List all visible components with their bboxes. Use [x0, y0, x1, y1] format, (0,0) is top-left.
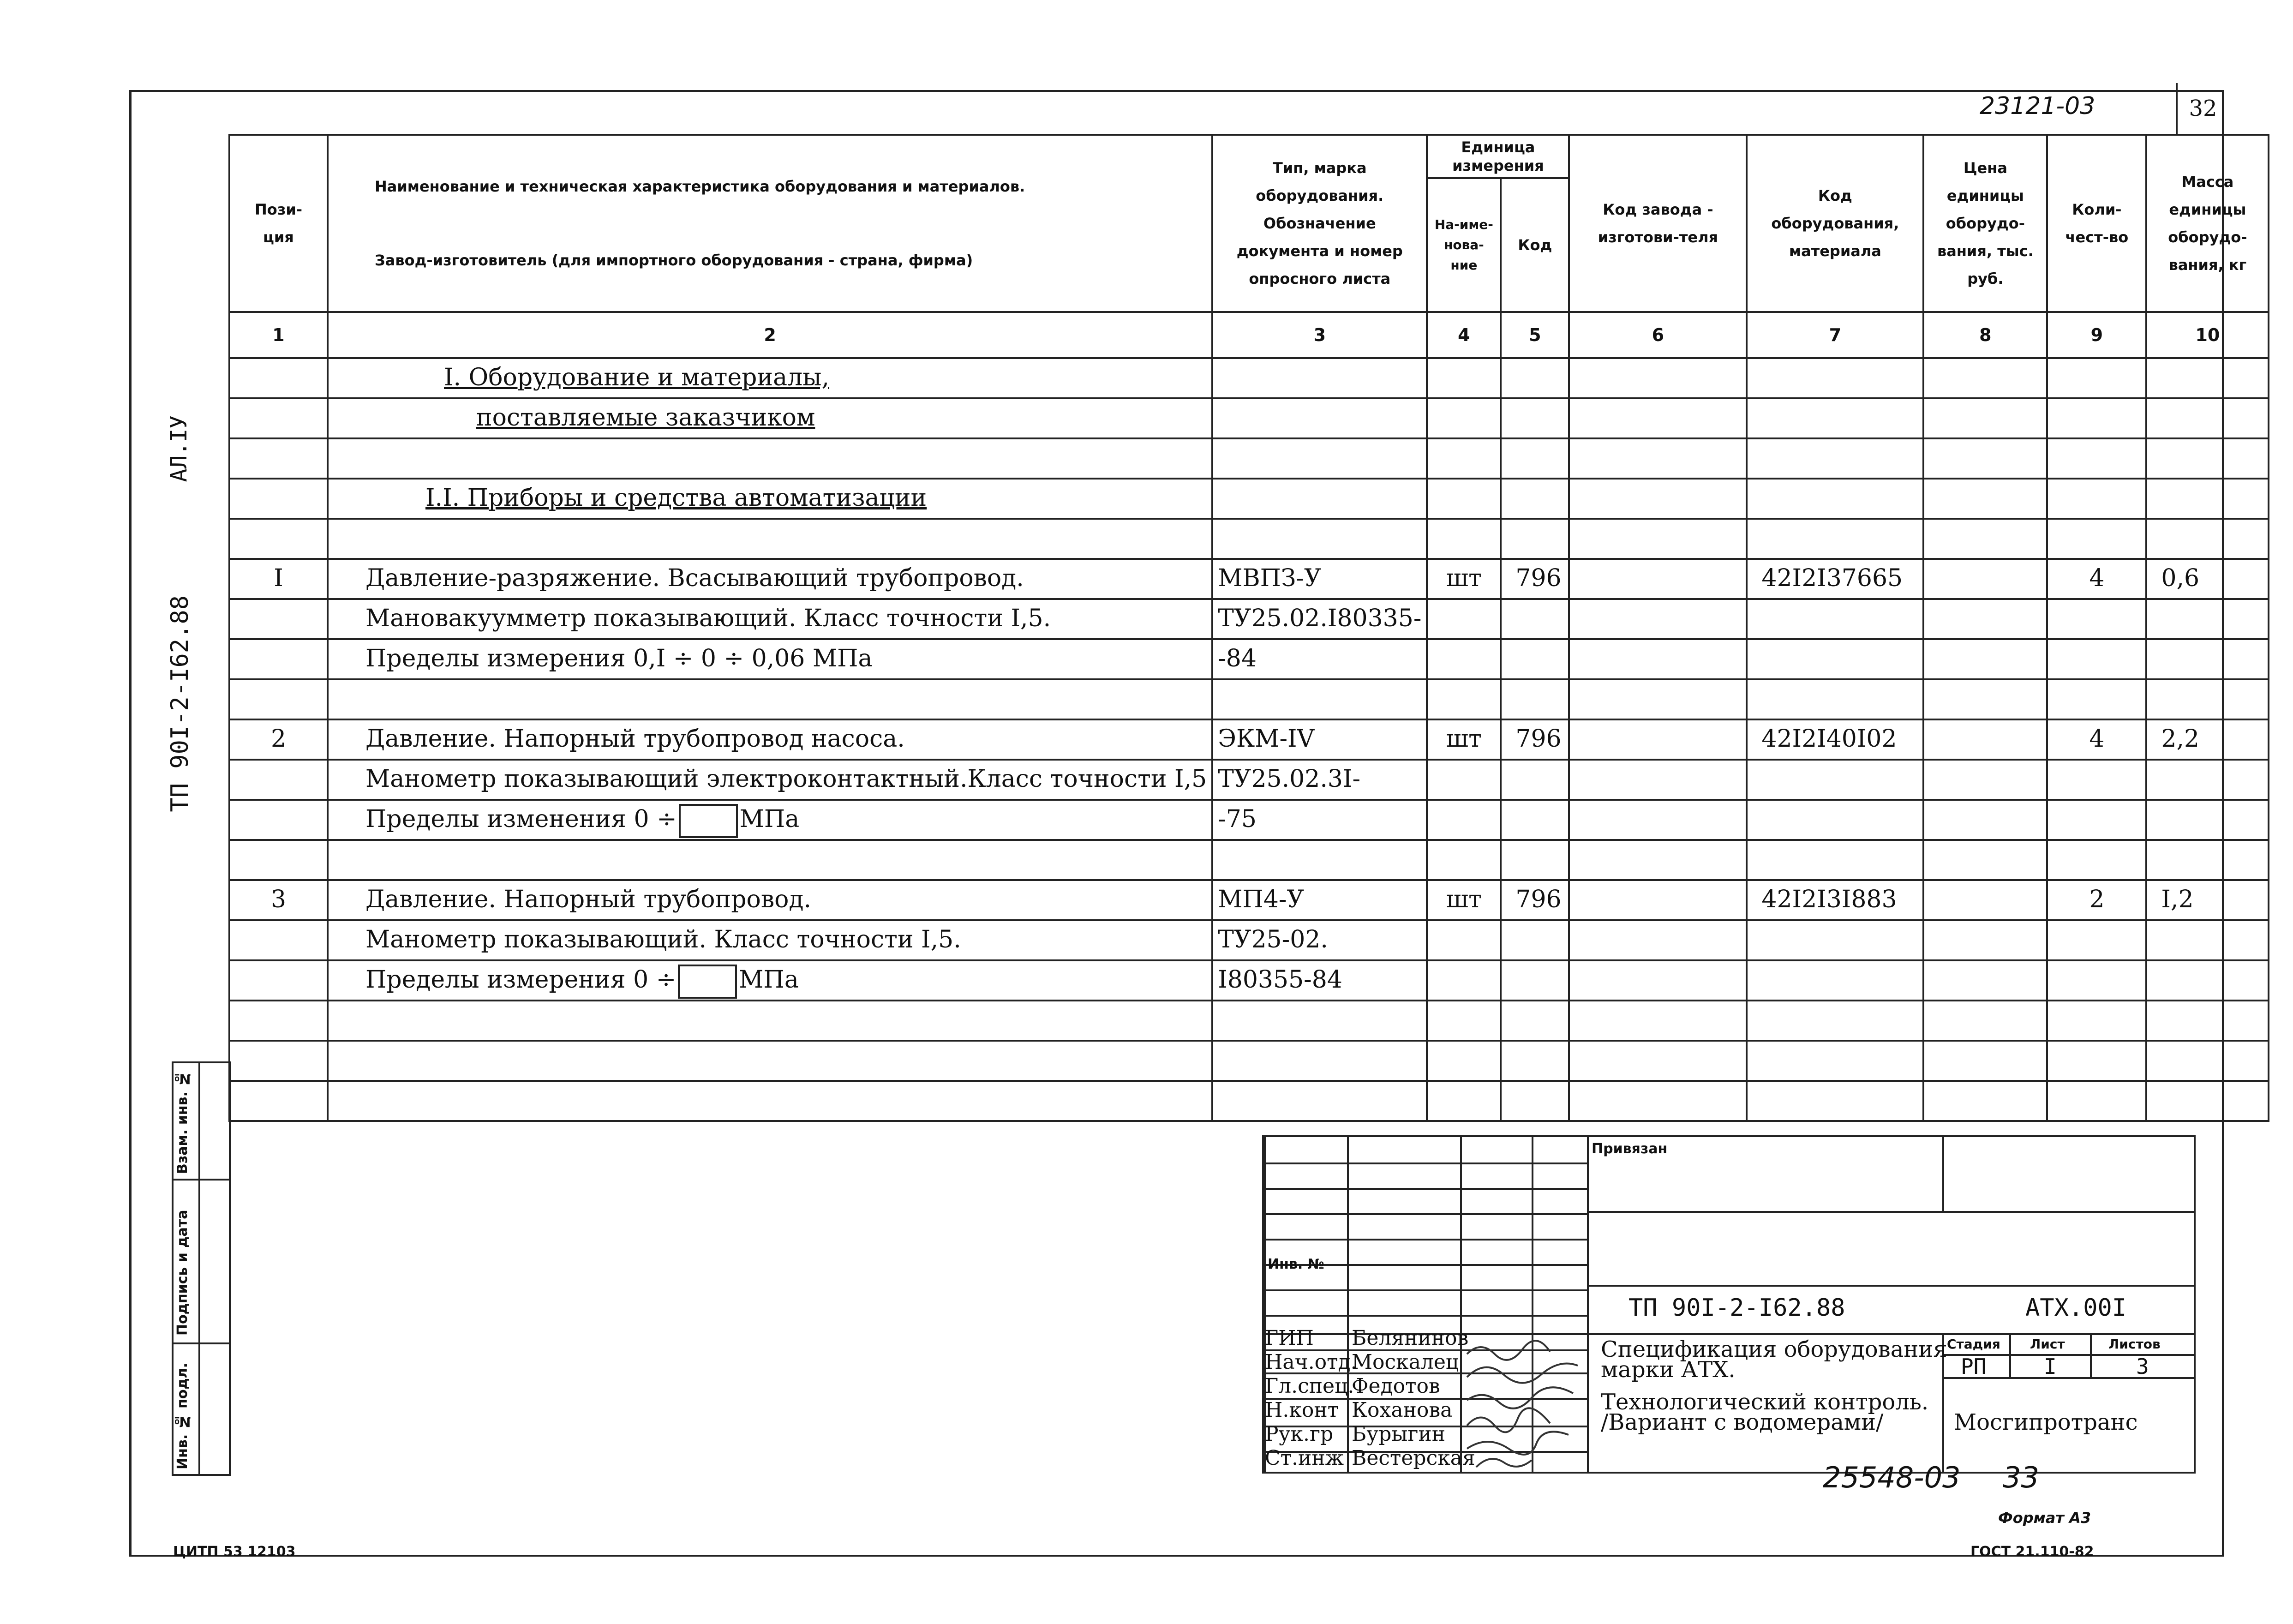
- sheets-value: 3: [2136, 1354, 2149, 1379]
- cell-equip: [1747, 920, 1923, 960]
- attached-label: Привязан: [1592, 1141, 1668, 1157]
- cell-equip: [1747, 960, 1923, 1001]
- cell-mass: [2146, 438, 2269, 479]
- cell-equip: [1747, 1001, 1923, 1041]
- cell-qty: [2047, 960, 2146, 1001]
- cell-mass: [2146, 398, 2269, 438]
- sheet-number: 32: [2189, 96, 2217, 121]
- cell-price: [1923, 1081, 2047, 1121]
- specification-body: [229, 358, 2269, 1121]
- cell-qty: [2047, 438, 2146, 479]
- cell-code: [1501, 840, 1569, 880]
- title-line4: /Вариант с водомерами/: [1601, 1409, 1884, 1435]
- cell-code: [1501, 438, 1569, 479]
- colnum: 10: [2146, 312, 2269, 358]
- cell-equip: [1747, 519, 1923, 559]
- cell-unit: [1427, 760, 1501, 800]
- cell-name: [328, 639, 1212, 679]
- cell-type: [1212, 1081, 1427, 1121]
- cell-pos: [229, 920, 328, 960]
- cell-equip: 42I2I3I883: [1747, 880, 1923, 920]
- cell-qty: [2047, 840, 2146, 880]
- header-quantity: Коли-чест-во: [2047, 135, 2146, 312]
- row-name: поставляемые заказчиком: [476, 404, 815, 431]
- cell-name: [328, 800, 1212, 840]
- colnum: 8: [1923, 312, 2047, 358]
- cell-plant: [1569, 840, 1747, 880]
- cell-mass: [2146, 599, 2269, 639]
- header-unit-code: Код: [1501, 178, 1569, 312]
- cell-code: [1501, 760, 1569, 800]
- cell-pos: [229, 1001, 328, 1041]
- cell-qty: [2047, 599, 2146, 639]
- cell-mass: [2146, 960, 2269, 1001]
- row-name: Манометр показывающий электроконтактный.Класс точности I,5: [365, 765, 1207, 793]
- cell-unit: [1427, 1081, 1501, 1121]
- cell-plant: [1569, 1001, 1747, 1041]
- cell-unit: шт: [1427, 719, 1501, 760]
- cell-code: 796: [1501, 880, 1569, 920]
- printer-mark: ЦИТП 53 12103: [173, 1544, 296, 1560]
- cell-pos: I: [229, 559, 328, 599]
- cell-type: ТУ25.02.I80335-: [1212, 599, 1427, 639]
- cell-pos: [229, 760, 328, 800]
- range-value-box: [678, 965, 737, 999]
- colnum: 4: [1427, 312, 1501, 358]
- cell-price: [1923, 559, 2047, 599]
- cell-equip: [1747, 639, 1923, 679]
- cell-mass: [2146, 1001, 2269, 1041]
- header-mass: Масса единицы оборудо-вания, кг: [2146, 135, 2269, 312]
- cell-mass: [2146, 1041, 2269, 1081]
- colnum: 6: [1569, 312, 1747, 358]
- table-row: [229, 398, 2269, 438]
- header-position: Пози- ция: [229, 135, 328, 312]
- cell-type: -75: [1212, 800, 1427, 840]
- cell-unit: [1427, 639, 1501, 679]
- inv-no-label: Инв. №: [1268, 1256, 1324, 1272]
- header-name-line2: Завод-изготовитель (для импортного оборудования - страна, фирма): [375, 252, 973, 269]
- cell-pos: [229, 358, 328, 398]
- table-row: [229, 358, 2269, 398]
- cell-mass: [2146, 639, 2269, 679]
- cell-pos: 3: [229, 880, 328, 920]
- cell-qty: [2047, 398, 2146, 438]
- cell-type: [1212, 479, 1427, 519]
- signer-name: Вестерская: [1352, 1446, 1475, 1470]
- cell-pos: 2: [229, 719, 328, 760]
- signer-role: Ст.инж: [1265, 1446, 1344, 1470]
- cell-price: [1923, 679, 2047, 719]
- format-label: Формат А3: [1998, 1509, 2091, 1527]
- cell-type: МВПЗ-У: [1212, 559, 1427, 599]
- cell-plant: [1569, 1041, 1747, 1081]
- signer-name: Белянинов: [1352, 1326, 1469, 1350]
- cell-name: [328, 398, 1212, 438]
- cell-equip: [1747, 599, 1923, 639]
- cell-unit: [1427, 920, 1501, 960]
- colnum: 3: [1212, 312, 1427, 358]
- bottom-handwritten-code: 25548-03: [1823, 1461, 1961, 1494]
- cell-qty: [2047, 920, 2146, 960]
- cell-qty: 4: [2047, 719, 2146, 760]
- replaces-inv-label: Взам. инв. №: [174, 1070, 191, 1174]
- header-name: [328, 135, 1212, 312]
- cell-type: [1212, 398, 1427, 438]
- gost-label: ГОСТ 21.110-82: [1970, 1544, 2094, 1560]
- cell-unit: [1427, 840, 1501, 880]
- inv-orig-label: Инв. № подл.: [174, 1362, 191, 1469]
- cell-mass: [2146, 358, 2269, 398]
- stage-label: Стадия: [1947, 1336, 2000, 1352]
- column-numbers-row: [229, 312, 2269, 358]
- table-row: [229, 639, 2269, 679]
- cell-plant: [1569, 358, 1747, 398]
- cell-type: ТУ25.02.3I-: [1212, 760, 1427, 800]
- project-label: ТП 90I-2-I62.88: [166, 595, 194, 812]
- table-row: [229, 760, 2269, 800]
- header-type: Тип, марка оборудования. Обозначение документа и номер опросного листа: [1212, 135, 1427, 312]
- cell-name: [328, 679, 1212, 719]
- cell-code: [1501, 960, 1569, 1001]
- cell-plant: [1569, 1081, 1747, 1121]
- table-row: [229, 599, 2269, 639]
- table-row: [229, 920, 2269, 960]
- cell-plant: [1569, 479, 1747, 519]
- cell-code: [1501, 679, 1569, 719]
- cell-name: [328, 920, 1212, 960]
- album-label: АЛ.IУ: [166, 415, 192, 482]
- cell-name: [328, 760, 1212, 800]
- cell-pos: [229, 840, 328, 880]
- cell-qty: [2047, 1081, 2146, 1121]
- cell-equip: [1747, 679, 1923, 719]
- signer-role: Рук.гр: [1265, 1422, 1334, 1446]
- cell-plant: [1569, 800, 1747, 840]
- cell-qty: [2047, 479, 2146, 519]
- cell-mass: [2146, 1081, 2269, 1121]
- cell-qty: [2047, 358, 2146, 398]
- cell-price: [1923, 760, 2047, 800]
- title-line1: Спецификация оборудования: [1601, 1336, 1947, 1362]
- signer-role: Гл.спец.: [1265, 1374, 1354, 1398]
- table-row: [229, 479, 2269, 519]
- cell-mass: 0,6: [2146, 559, 2269, 599]
- title-line2: марки АТХ.: [1601, 1357, 1736, 1383]
- row-name-suffix: МПа: [739, 805, 800, 833]
- signer-role: Н.конт: [1265, 1398, 1339, 1422]
- cell-type: I80355-84: [1212, 960, 1427, 1001]
- table-row: [229, 679, 2269, 719]
- cell-name: [328, 599, 1212, 639]
- header-unit-name: На-име-нова-ние: [1427, 178, 1501, 312]
- row-name: Пределы измерения 0,I ÷ 0 ÷ 0,06 МПа: [365, 645, 873, 672]
- cell-code: [1501, 398, 1569, 438]
- cell-mass: [2146, 519, 2269, 559]
- cell-pos: [229, 639, 328, 679]
- cell-price: [1923, 840, 2047, 880]
- cell-equip: 42I2I37665: [1747, 559, 1923, 599]
- cell-type: [1212, 1001, 1427, 1041]
- doc-number: ТП 90I-2-I62.88: [1628, 1294, 1845, 1322]
- colnum: 2: [328, 312, 1212, 358]
- cell-qty: [2047, 800, 2146, 840]
- cell-pos: [229, 960, 328, 1001]
- cell-mass: [2146, 760, 2269, 800]
- cell-unit: [1427, 398, 1501, 438]
- cell-qty: 4: [2047, 559, 2146, 599]
- cell-plant: [1569, 960, 1747, 1001]
- cell-code: [1501, 920, 1569, 960]
- cell-equip: [1747, 358, 1923, 398]
- row-name: Манометр показывающий. Класс точности I,5.: [365, 926, 961, 953]
- cell-qty: 2: [2047, 880, 2146, 920]
- cell-code: [1501, 519, 1569, 559]
- doc-mark: АТХ.00I: [2025, 1294, 2127, 1322]
- cell-name: [328, 1081, 1212, 1121]
- cell-name: [328, 1041, 1212, 1081]
- cell-unit: [1427, 800, 1501, 840]
- cell-type: [1212, 438, 1427, 479]
- cell-plant: [1569, 519, 1747, 559]
- cell-type: [1212, 358, 1427, 398]
- cell-price: [1923, 599, 2047, 639]
- cell-name: [328, 840, 1212, 880]
- cell-equip: [1747, 438, 1923, 479]
- cell-code: [1501, 1081, 1569, 1121]
- signer-roles: [1265, 1326, 1357, 1470]
- cell-equip: [1747, 1081, 1923, 1121]
- cell-code: [1501, 479, 1569, 519]
- cell-type: [1212, 679, 1427, 719]
- row-name: Мановакуумметр показывающий. Класс точности I,5.: [365, 605, 1051, 632]
- cell-name: [328, 559, 1212, 599]
- cell-pos: [229, 1081, 328, 1121]
- cell-name: [328, 479, 1212, 519]
- cell-type: [1212, 840, 1427, 880]
- table-row: [229, 1041, 2269, 1081]
- table-row: [229, 1081, 2269, 1121]
- row-name: I.I. Приборы и средства автоматизации: [425, 484, 927, 512]
- cell-price: [1923, 438, 2047, 479]
- cell-mass: [2146, 679, 2269, 719]
- stage-value: РП: [1961, 1354, 1987, 1379]
- row-name: Давление-разряжение. Всасывающий трубопровод.: [365, 564, 1024, 592]
- cell-qty: [2047, 760, 2146, 800]
- cell-plant: [1569, 760, 1747, 800]
- cell-type: [1212, 519, 1427, 559]
- cell-mass: [2146, 800, 2269, 840]
- header-equipment-code: Код оборудования, материала: [1747, 135, 1923, 312]
- cell-qty: [2047, 1041, 2146, 1081]
- cell-name: [328, 1001, 1212, 1041]
- cell-code: 796: [1501, 719, 1569, 760]
- table-row: [229, 960, 2269, 1001]
- cell-mass: I,2: [2146, 880, 2269, 920]
- table-row: [229, 438, 2269, 479]
- cell-qty: [2047, 1001, 2146, 1041]
- cell-name: [328, 719, 1212, 760]
- cell-mass: [2146, 920, 2269, 960]
- cell-equip: [1747, 1041, 1923, 1081]
- cell-type: -84: [1212, 639, 1427, 679]
- cell-price: [1923, 358, 2047, 398]
- cell-price: [1923, 920, 2047, 960]
- table-row: [229, 880, 2269, 920]
- cell-unit: шт: [1427, 880, 1501, 920]
- cell-unit: [1427, 1001, 1501, 1041]
- cell-plant: [1569, 880, 1747, 920]
- row-name: Пределы измерения 0 ÷: [365, 966, 677, 994]
- signer-name: Москалец: [1352, 1350, 1459, 1374]
- cell-unit: [1427, 519, 1501, 559]
- colnum: 5: [1501, 312, 1569, 358]
- cell-unit: [1427, 358, 1501, 398]
- cell-price: [1923, 479, 2047, 519]
- cell-code: [1501, 1001, 1569, 1041]
- cell-price: [1923, 639, 2047, 679]
- cell-name: [328, 438, 1212, 479]
- colnum: 1: [229, 312, 328, 358]
- cell-pos: [229, 599, 328, 639]
- colnum: 9: [2047, 312, 2146, 358]
- table-row: [229, 519, 2269, 559]
- signer-name: Федотов: [1352, 1374, 1440, 1398]
- sheets-label: Листов: [2108, 1336, 2161, 1352]
- cell-equip: 42I2I40I02: [1747, 719, 1923, 760]
- cell-equip: [1747, 760, 1923, 800]
- cell-type: [1212, 1041, 1427, 1081]
- specification-table: [228, 134, 2269, 1122]
- row-name: I. Оборудование и материалы,: [444, 364, 830, 391]
- cell-code: [1501, 800, 1569, 840]
- row-name-suffix: МПа: [739, 966, 799, 994]
- cell-code: [1501, 1041, 1569, 1081]
- title-line3: Технологический контроль.: [1601, 1389, 1929, 1415]
- signer-names: [1352, 1326, 1475, 1470]
- cell-unit: [1427, 1041, 1501, 1081]
- cell-unit: [1427, 960, 1501, 1001]
- cell-unit: [1427, 599, 1501, 639]
- signer-role: Нач.отд.: [1265, 1350, 1357, 1374]
- cell-price: [1923, 960, 2047, 1001]
- sheet-label: Лист: [2030, 1336, 2065, 1352]
- cell-qty: [2047, 639, 2146, 679]
- cell-equip: [1747, 398, 1923, 438]
- cell-price: [1923, 719, 2047, 760]
- cell-name: [328, 358, 1212, 398]
- signer-name: Бурыгин: [1352, 1422, 1446, 1446]
- cell-plant: [1569, 679, 1747, 719]
- cell-unit: шт: [1427, 559, 1501, 599]
- signatures-graphic: [1462, 1336, 1587, 1469]
- cell-mass: [2146, 840, 2269, 880]
- cell-price: [1923, 800, 2047, 840]
- cell-plant: [1569, 639, 1747, 679]
- row-name: Давление. Напорный трубопровод.: [365, 886, 811, 913]
- cell-plant: [1569, 599, 1747, 639]
- cell-pos: [229, 800, 328, 840]
- cell-code: [1501, 599, 1569, 639]
- cell-equip: [1747, 479, 1923, 519]
- header-name-line1: Наименование и техническая характеристика оборудования и материалов.: [375, 178, 1025, 195]
- cell-plant: [1569, 559, 1747, 599]
- cell-mass: [2146, 479, 2269, 519]
- cell-qty: [2047, 519, 2146, 559]
- table-row: [229, 559, 2269, 599]
- cell-name: [328, 519, 1212, 559]
- cell-code: [1501, 358, 1569, 398]
- cell-equip: [1747, 840, 1923, 880]
- cell-code: 796: [1501, 559, 1569, 599]
- colnum: 7: [1747, 312, 1923, 358]
- row-name: Пределы изменения 0 ÷: [365, 805, 677, 833]
- cell-plant: [1569, 719, 1747, 760]
- cell-type: МП4-У: [1212, 880, 1427, 920]
- cell-unit: [1427, 679, 1501, 719]
- cell-pos: [229, 519, 328, 559]
- doc-code-handwritten: 23121-03: [1980, 92, 2095, 120]
- cell-type: ТУ25-02.: [1212, 920, 1427, 960]
- cell-name: [328, 960, 1212, 1001]
- cell-pos: [229, 479, 328, 519]
- cell-qty: [2047, 679, 2146, 719]
- cell-price: [1923, 1041, 2047, 1081]
- signature-date-label: Подпись и дата: [174, 1210, 191, 1336]
- sheet-number-box: [2176, 83, 2228, 136]
- cell-mass: 2,2: [2146, 719, 2269, 760]
- cell-price: [1923, 880, 2047, 920]
- cell-equip: [1747, 800, 1923, 840]
- table-row: [229, 719, 2269, 760]
- cell-unit: [1427, 479, 1501, 519]
- cell-name: [328, 880, 1212, 920]
- cell-type: ЭКМ-IV: [1212, 719, 1427, 760]
- cell-pos: [229, 438, 328, 479]
- cell-pos: [229, 1041, 328, 1081]
- cell-plant: [1569, 920, 1747, 960]
- title-text: [1601, 1336, 1947, 1435]
- cell-plant: [1569, 398, 1747, 438]
- table-row: [229, 840, 2269, 880]
- organization: Мосгипротранс: [1954, 1409, 2138, 1435]
- table-row: [229, 800, 2269, 840]
- signer-name: Коханова: [1352, 1398, 1453, 1422]
- cell-pos: [229, 398, 328, 438]
- cell-price: [1923, 519, 2047, 559]
- range-value-box: [679, 804, 738, 838]
- table-row: [229, 1001, 2269, 1041]
- signer-role: ГИП: [1265, 1326, 1314, 1350]
- cell-unit: [1427, 438, 1501, 479]
- cell-pos: [229, 679, 328, 719]
- header-unit-group: Единица измерения: [1427, 135, 1569, 178]
- row-name: Давление. Напорный трубопровод насоса.: [365, 725, 905, 753]
- bottom-page-number: 33: [2003, 1461, 2039, 1494]
- sheet-value: I: [2044, 1354, 2057, 1379]
- cell-price: [1923, 398, 2047, 438]
- binding-strip: [172, 1061, 231, 1476]
- header-plant-code: Код завода - изготови-теля: [1569, 135, 1747, 312]
- cell-price: [1923, 1001, 2047, 1041]
- cell-code: [1501, 639, 1569, 679]
- cell-plant: [1569, 438, 1747, 479]
- header-price: Цена единицы оборудо-вания, тыс. руб.: [1923, 135, 2047, 312]
- title-block: [1262, 1135, 2196, 1474]
